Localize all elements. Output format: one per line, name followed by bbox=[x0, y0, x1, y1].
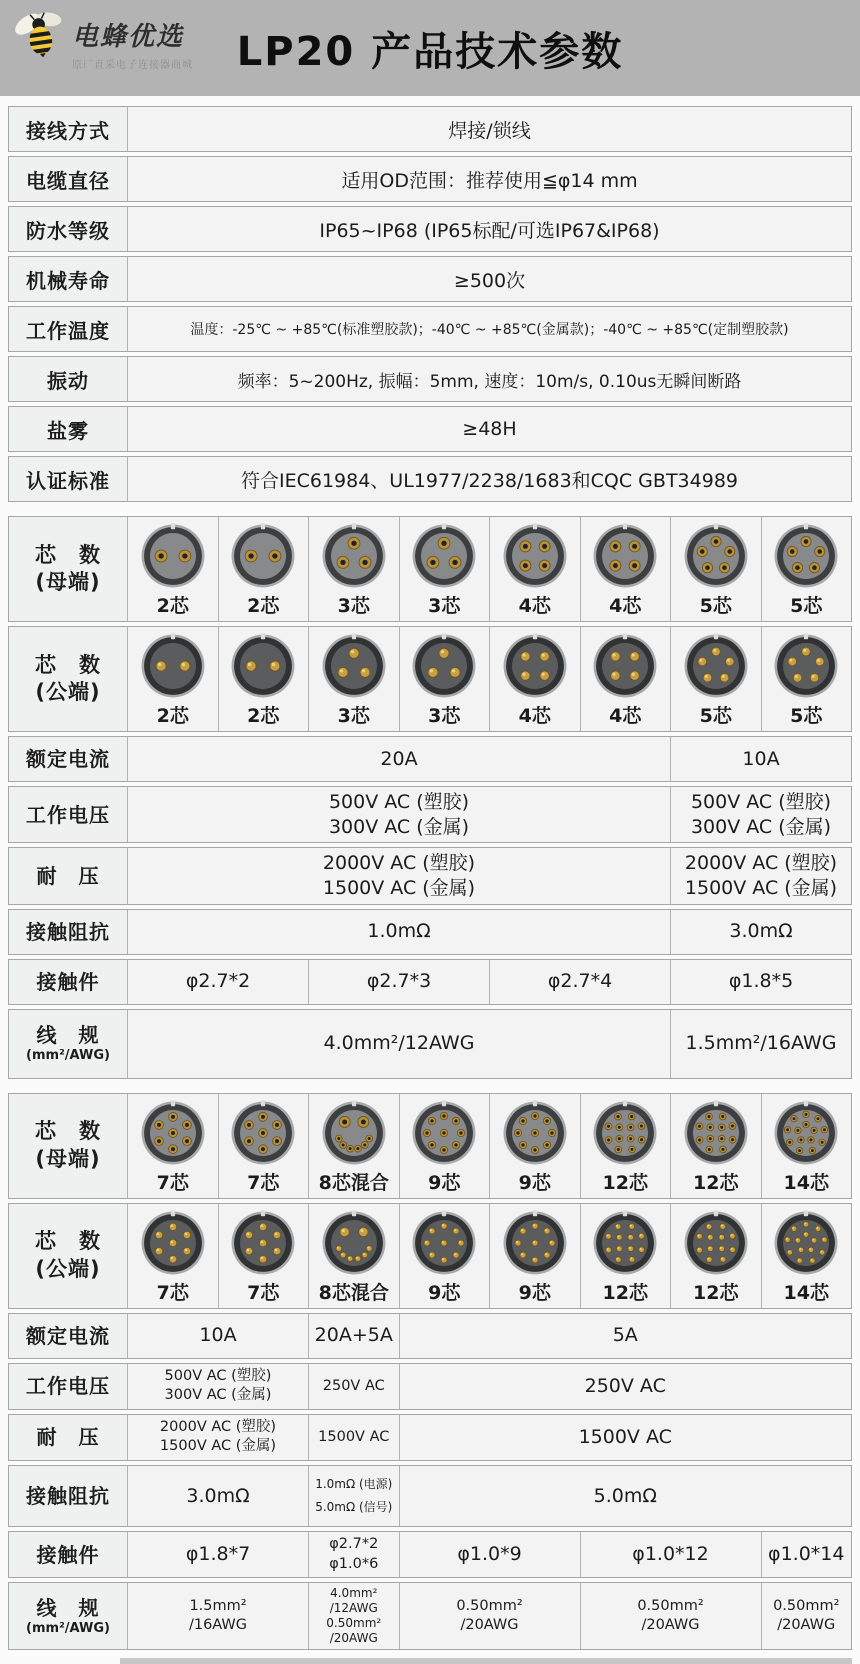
pin-count-label: 8芯混合 bbox=[318, 1171, 389, 1194]
core-count-header: 芯 数 bbox=[35, 542, 101, 567]
spec-label bbox=[9, 1583, 127, 1649]
pin-count-label: 3芯 bbox=[337, 595, 370, 617]
spec-label-line: 线 规 bbox=[36, 1023, 100, 1048]
pin-count-label: 8芯混合 bbox=[318, 1281, 389, 1304]
connector-cell-female bbox=[580, 517, 671, 621]
spec-value bbox=[670, 910, 851, 954]
pin-count-label: 3芯 bbox=[428, 705, 461, 727]
spec-value bbox=[489, 960, 670, 1004]
connector-cell-male bbox=[308, 627, 399, 731]
connector-photo-female bbox=[139, 1099, 207, 1167]
connector-cell-female bbox=[399, 1094, 490, 1198]
spec-value bbox=[127, 1364, 308, 1409]
connector-cell-female bbox=[308, 1094, 399, 1198]
spec-value-line: 0.50mm² bbox=[456, 1597, 523, 1614]
bee-logo-icon bbox=[11, 5, 72, 66]
spec-value-line: 0.50mm² bbox=[326, 1616, 382, 1631]
connector-photo-male bbox=[591, 1209, 659, 1277]
spec-label: 认证标准 bbox=[9, 457, 127, 501]
spec-value bbox=[399, 1466, 852, 1526]
pin-count-label: 4芯 bbox=[609, 705, 642, 727]
page-header bbox=[0, 0, 860, 96]
spec-label: 电缆直径 bbox=[9, 157, 127, 201]
spec-row bbox=[8, 1009, 852, 1079]
connector-photo-male bbox=[229, 1209, 297, 1277]
pin-count-label: 12芯 bbox=[602, 1171, 648, 1194]
spec-row bbox=[8, 1363, 852, 1410]
connector-photo-female bbox=[501, 1099, 569, 1167]
spec-row bbox=[8, 1465, 852, 1527]
connector-photo-female bbox=[591, 522, 659, 590]
connector-photo-male bbox=[772, 632, 840, 700]
connector-photo-female bbox=[229, 522, 297, 590]
spec-label: 工作温度 bbox=[9, 307, 127, 351]
core-count-header: (公端) bbox=[35, 680, 101, 704]
spec-value bbox=[580, 1532, 761, 1577]
pin-count-label: 3芯 bbox=[337, 705, 370, 727]
spec-row bbox=[8, 1414, 852, 1461]
spec-value bbox=[127, 1583, 308, 1649]
spec-label-line: 接触件 bbox=[36, 969, 100, 994]
spec-value-line: φ1.0*6 bbox=[329, 1555, 379, 1572]
spec-value bbox=[670, 737, 851, 781]
spec-label bbox=[9, 737, 127, 781]
pin-count-label: 9芯 bbox=[518, 1171, 551, 1194]
spec-value: 温度：-25℃ ~ +85℃(标准塑胶款)；-40℃ ~ +85℃(金属款)；-40℃ ~ +85℃(定制塑胶款) bbox=[127, 307, 851, 351]
spec-value-line: φ1.0*12 bbox=[632, 1543, 709, 1566]
connector-cell-female bbox=[761, 1094, 852, 1198]
spec-value: 频率：5~200Hz, 振幅：5mm, 速度：10m/s, 0.10us无瞬间断路 bbox=[127, 357, 851, 401]
spec-label bbox=[9, 1314, 127, 1358]
connector-cell-male bbox=[761, 627, 852, 731]
connector-photo-female bbox=[772, 1099, 840, 1167]
connector-table-7-14-core bbox=[8, 1093, 852, 1650]
spec-value-line: 20A+5A bbox=[314, 1324, 393, 1347]
spec-value-line: 250V AC bbox=[322, 1377, 385, 1394]
connector-photo-male bbox=[501, 1209, 569, 1277]
male-pin-row bbox=[8, 626, 852, 732]
connector-photo-female bbox=[682, 522, 750, 590]
pin-count-label: 4芯 bbox=[609, 595, 642, 617]
spec-label-line: 接触件 bbox=[36, 1542, 100, 1567]
spec-value: 焊接/锁线 bbox=[127, 107, 851, 151]
spec-value-line: φ2.7*2 bbox=[185, 970, 251, 993]
spec-value-line: 1500V AC (金属) bbox=[684, 877, 838, 900]
spec-value bbox=[308, 1583, 399, 1649]
spec-row-waterproof bbox=[8, 206, 852, 252]
pin-count-label: 14芯 bbox=[783, 1171, 829, 1194]
connector-photo-male bbox=[139, 632, 207, 700]
pin-count-label: 12芯 bbox=[602, 1281, 648, 1304]
spec-value-line: 500V AC (塑胶) bbox=[164, 1367, 272, 1384]
spec-value bbox=[127, 1532, 308, 1577]
connector-cell-male bbox=[218, 627, 309, 731]
male-pin-row bbox=[8, 1203, 852, 1309]
connector-cell-female bbox=[670, 517, 761, 621]
spec-row-wiring bbox=[8, 106, 852, 152]
spec-value bbox=[580, 1583, 761, 1649]
spec-value bbox=[127, 737, 670, 781]
spec-value-line: 1500V AC bbox=[318, 1428, 390, 1445]
spec-value-line: φ2.7*2 bbox=[329, 1536, 379, 1552]
spec-value: 适用OD范围：推荐使用≦φ14 mm bbox=[127, 157, 851, 201]
connector-cell-female bbox=[489, 517, 580, 621]
connector-photo-male bbox=[591, 632, 659, 700]
spec-row-salt-spray bbox=[8, 406, 852, 452]
pin-count-label: 2芯 bbox=[247, 595, 280, 617]
spec-label-line: 额定电流 bbox=[26, 747, 110, 771]
pin-count-label: 14芯 bbox=[783, 1281, 829, 1304]
spec-label: 接线方式 bbox=[9, 107, 127, 151]
bottom-cut-strip bbox=[120, 1658, 852, 1664]
spec-value bbox=[127, 787, 670, 842]
spec-value bbox=[127, 848, 670, 903]
spec-value: IP65~IP68 (IP65标配/可选IP67&IP68) bbox=[127, 207, 851, 251]
spec-value-line: /20AWG bbox=[329, 1631, 378, 1646]
connector-cell-male bbox=[218, 1204, 309, 1308]
spec-row bbox=[8, 1531, 852, 1578]
spec-value-line: 2000V AC (塑胶) bbox=[684, 852, 838, 875]
spec-value: 符合IEC61984、UL1977/2238/1683和CQC GBT34989 bbox=[127, 457, 851, 501]
connector-photo-female bbox=[229, 1099, 297, 1167]
core-count-header: (母端) bbox=[35, 1146, 101, 1171]
core-count-header: 芯 数 bbox=[35, 1119, 101, 1144]
spec-value-line: φ2.7*3 bbox=[366, 970, 432, 993]
connector-cell-female bbox=[761, 517, 852, 621]
spec-value bbox=[670, 960, 851, 1004]
connector-photo-female bbox=[682, 1099, 750, 1167]
spec-value bbox=[308, 1314, 399, 1358]
female-pin-row bbox=[8, 1093, 852, 1199]
spec-label bbox=[9, 1364, 127, 1409]
spec-value bbox=[308, 960, 489, 1004]
pin-count-label: 2芯 bbox=[156, 705, 189, 727]
spec-row bbox=[8, 847, 852, 904]
spec-label: 盐雾 bbox=[9, 407, 127, 451]
spec-value-line: 500V AC (塑胶) bbox=[690, 791, 832, 813]
pin-count-label: 5芯 bbox=[790, 705, 823, 727]
spec-value-line: φ1.0*9 bbox=[457, 1543, 522, 1566]
connector-photo-male bbox=[772, 1209, 840, 1277]
spec-sheet bbox=[0, 96, 860, 1664]
spec-value bbox=[761, 1532, 852, 1577]
connector-photo-male bbox=[320, 1209, 388, 1277]
male-row-label bbox=[9, 627, 127, 731]
pin-count-label: 7芯 bbox=[156, 1281, 189, 1304]
connector-photo-female bbox=[139, 522, 207, 590]
spec-label bbox=[9, 787, 127, 842]
connector-cell-female bbox=[127, 1094, 218, 1198]
spec-value-line: 1500V AC (金属) bbox=[159, 1438, 277, 1455]
spec-row-vibration bbox=[8, 356, 852, 402]
connector-cell-male bbox=[489, 1204, 580, 1308]
spec-label-line: (mm²/AWG) bbox=[26, 1620, 110, 1636]
spec-value bbox=[308, 1364, 399, 1409]
spec-row bbox=[8, 736, 852, 782]
connector-photo-female bbox=[772, 522, 840, 590]
pin-count-label: 2芯 bbox=[247, 705, 280, 727]
connector-cell-female bbox=[218, 517, 309, 621]
spec-value-line: /12AWG bbox=[329, 1601, 378, 1616]
spec-label bbox=[9, 910, 127, 954]
spec-value bbox=[761, 1583, 852, 1649]
spec-label-line: 额定电流 bbox=[26, 1323, 110, 1348]
spec-label-line: (mm²/AWG) bbox=[26, 1048, 110, 1064]
spec-value-line: 10A bbox=[742, 747, 780, 770]
spec-row-cable-od bbox=[8, 156, 852, 202]
spec-value bbox=[670, 848, 851, 903]
spec-value-line: 4.0mm² bbox=[330, 1586, 378, 1601]
connector-cell-female bbox=[489, 1094, 580, 1198]
pin-count-label: 3芯 bbox=[428, 595, 461, 617]
spec-row bbox=[8, 1582, 852, 1650]
connector-photo-male bbox=[229, 632, 297, 700]
pin-count-label: 7芯 bbox=[247, 1171, 280, 1194]
page-title: LP20 产品技术参数 bbox=[236, 28, 624, 75]
connector-cell-female bbox=[580, 1094, 671, 1198]
spec-value bbox=[399, 1532, 580, 1577]
spec-label bbox=[9, 1532, 127, 1577]
spec-label-line: 线 规 bbox=[36, 1595, 100, 1620]
spec-label-line: 耐 压 bbox=[36, 1425, 100, 1450]
spec-value bbox=[127, 960, 308, 1004]
spec-label: 机械寿命 bbox=[9, 257, 127, 301]
pin-count-label: 4芯 bbox=[518, 595, 551, 617]
connector-cell-male bbox=[127, 627, 218, 731]
pin-count-label: 5芯 bbox=[699, 595, 732, 617]
brand-logo bbox=[14, 8, 193, 71]
connector-photo-male bbox=[501, 632, 569, 700]
spec-value: ≥48H bbox=[127, 407, 851, 451]
spec-value-line: 3.0mΩ bbox=[729, 920, 793, 943]
spec-value-line: φ1.0*14 bbox=[768, 1543, 845, 1566]
pin-count-label: 7芯 bbox=[247, 1281, 280, 1304]
connector-photo-female bbox=[320, 522, 388, 590]
connector-cell-male bbox=[399, 1204, 490, 1308]
connector-photo-male bbox=[682, 632, 750, 700]
spec-value-line: φ1.8*7 bbox=[185, 1543, 251, 1566]
connector-cell-male bbox=[489, 627, 580, 731]
spec-value-line: 1.0mΩ (电源) bbox=[315, 1477, 393, 1491]
brand-name: 电蜂优选 bbox=[72, 22, 185, 52]
spec-value-line: 3.0mΩ bbox=[186, 1484, 250, 1507]
connector-photo-male bbox=[139, 1209, 207, 1277]
connector-photo-female bbox=[320, 1099, 388, 1167]
spec-value bbox=[127, 1010, 670, 1078]
connector-cell-female bbox=[670, 1094, 761, 1198]
core-count-header: (公端) bbox=[35, 1256, 101, 1281]
pin-count-label: 9芯 bbox=[428, 1281, 461, 1304]
pin-count-label: 9芯 bbox=[518, 1281, 551, 1304]
connector-photo-female bbox=[410, 1099, 478, 1167]
spec-label-line: 耐 压 bbox=[36, 864, 100, 889]
spec-label: 振动 bbox=[9, 357, 127, 401]
connector-cell-male bbox=[580, 627, 671, 731]
spec-value bbox=[399, 1583, 580, 1649]
spec-value-line: 2000V AC (塑胶) bbox=[159, 1418, 277, 1435]
spec-value-line: /20AWG bbox=[460, 1617, 519, 1634]
core-count-header: (母端) bbox=[35, 570, 101, 594]
spec-row bbox=[8, 959, 852, 1005]
spec-value-line: 1.5mm² bbox=[189, 1597, 247, 1614]
pin-count-label: 5芯 bbox=[699, 705, 732, 727]
spec-value-line: /16AWG bbox=[188, 1617, 248, 1634]
spec-label-line: 工作电压 bbox=[26, 1374, 110, 1399]
spec-value bbox=[399, 1415, 852, 1460]
spec-value bbox=[308, 1466, 399, 1526]
spec-value bbox=[127, 1314, 308, 1358]
spec-value-line: φ2.7*4 bbox=[547, 970, 613, 993]
spec-label bbox=[9, 960, 127, 1004]
spec-label: 防水等级 bbox=[9, 207, 127, 251]
spec-row-mech-life bbox=[8, 256, 852, 302]
spec-value-line: /20AWG bbox=[641, 1617, 700, 1634]
spec-value-line: 0.50mm² bbox=[637, 1597, 704, 1614]
connector-cell-male bbox=[670, 627, 761, 731]
connector-cell-male bbox=[308, 1204, 399, 1308]
spec-label-line: 接触阻抗 bbox=[26, 919, 110, 944]
spec-label bbox=[9, 848, 127, 903]
spec-value-line: 1.5mm²/16AWG bbox=[685, 1032, 837, 1055]
spec-value-line: 300V AC (金属) bbox=[690, 815, 832, 838]
spec-value-line: 300V AC (金属) bbox=[328, 815, 470, 838]
core-count-header: 芯 数 bbox=[35, 1229, 101, 1254]
spec-label bbox=[9, 1466, 127, 1526]
connector-photo-female bbox=[410, 522, 478, 590]
connector-photo-male bbox=[410, 1209, 478, 1277]
spec-value: ≥500次 bbox=[127, 257, 851, 301]
spec-value-line: 2000V AC (塑胶) bbox=[322, 852, 476, 875]
connector-cell-female bbox=[218, 1094, 309, 1198]
spec-value bbox=[308, 1415, 399, 1460]
connector-table-2-5-core bbox=[8, 516, 852, 1079]
spec-value-line: 0.50mm² bbox=[773, 1597, 840, 1614]
spec-value bbox=[670, 1010, 851, 1078]
spec-row bbox=[8, 1313, 852, 1359]
pin-count-label: 4芯 bbox=[518, 705, 551, 727]
spec-value-line: 300V AC (金属) bbox=[164, 1387, 272, 1404]
connector-photo-male bbox=[410, 632, 478, 700]
spec-row bbox=[8, 786, 852, 843]
connector-cell-female bbox=[308, 517, 399, 621]
spec-value-line: 20A bbox=[380, 747, 418, 770]
spec-value-line: 5A bbox=[612, 1324, 638, 1347]
spec-value-line: 500V AC (塑胶) bbox=[328, 791, 470, 813]
connector-photo-male bbox=[320, 632, 388, 700]
connector-photo-male bbox=[682, 1209, 750, 1277]
pin-count-label: 5芯 bbox=[790, 595, 823, 617]
connector-photo-female bbox=[591, 1099, 659, 1167]
connector-cell-male bbox=[761, 1204, 852, 1308]
spec-row bbox=[8, 909, 852, 955]
spec-value bbox=[670, 787, 851, 842]
connector-cell-male bbox=[127, 1204, 218, 1308]
female-row-label bbox=[9, 517, 127, 621]
pin-count-label: 12芯 bbox=[693, 1281, 739, 1304]
spec-label bbox=[9, 1415, 127, 1460]
spec-value bbox=[127, 1466, 308, 1526]
spec-value-line: 1.0mΩ bbox=[367, 920, 431, 943]
male-row-label bbox=[9, 1204, 127, 1308]
spec-value bbox=[399, 1364, 852, 1409]
spec-label-line: 接触阻抗 bbox=[26, 1484, 110, 1508]
spec-value-line: /20AWG bbox=[777, 1617, 836, 1634]
spec-row-certification bbox=[8, 456, 852, 502]
spec-value-line: 4.0mm²/12AWG bbox=[323, 1032, 475, 1055]
spec-row-temperature bbox=[8, 306, 852, 352]
spec-label-line: 工作电压 bbox=[26, 802, 110, 827]
spec-value-line: φ1.8*5 bbox=[728, 970, 794, 993]
spec-label bbox=[9, 1010, 127, 1078]
brand-slogan: 原厂直采电子连接器商城 bbox=[72, 60, 193, 71]
pin-count-label: 9芯 bbox=[428, 1171, 461, 1194]
female-row-label bbox=[9, 1094, 127, 1198]
spec-value bbox=[127, 1415, 308, 1460]
spec-value bbox=[399, 1314, 852, 1358]
core-count-header: 芯 数 bbox=[35, 652, 101, 677]
connector-cell-male bbox=[670, 1204, 761, 1308]
connector-cell-female bbox=[127, 517, 218, 621]
connector-cell-male bbox=[580, 1204, 671, 1308]
pin-count-label: 2芯 bbox=[156, 595, 189, 617]
connector-cell-female bbox=[399, 517, 490, 621]
connector-cell-male bbox=[399, 627, 490, 731]
spec-value bbox=[127, 910, 670, 954]
spec-value-line: 5.0mΩ bbox=[593, 1484, 657, 1507]
spec-value-line: 1500V AC bbox=[578, 1426, 672, 1449]
spec-value-line: 10A bbox=[199, 1324, 237, 1347]
general-spec-table bbox=[8, 106, 852, 502]
spec-value-line: 250V AC bbox=[584, 1374, 666, 1397]
pin-count-label: 12芯 bbox=[693, 1171, 739, 1194]
connector-photo-female bbox=[501, 522, 569, 590]
female-pin-row bbox=[8, 516, 852, 622]
spec-value-line: 5.0mΩ (信号) bbox=[315, 1500, 393, 1514]
pin-count-label: 7芯 bbox=[156, 1171, 189, 1194]
spec-value-line: 1500V AC (金属) bbox=[322, 877, 476, 900]
spec-value bbox=[308, 1532, 399, 1577]
